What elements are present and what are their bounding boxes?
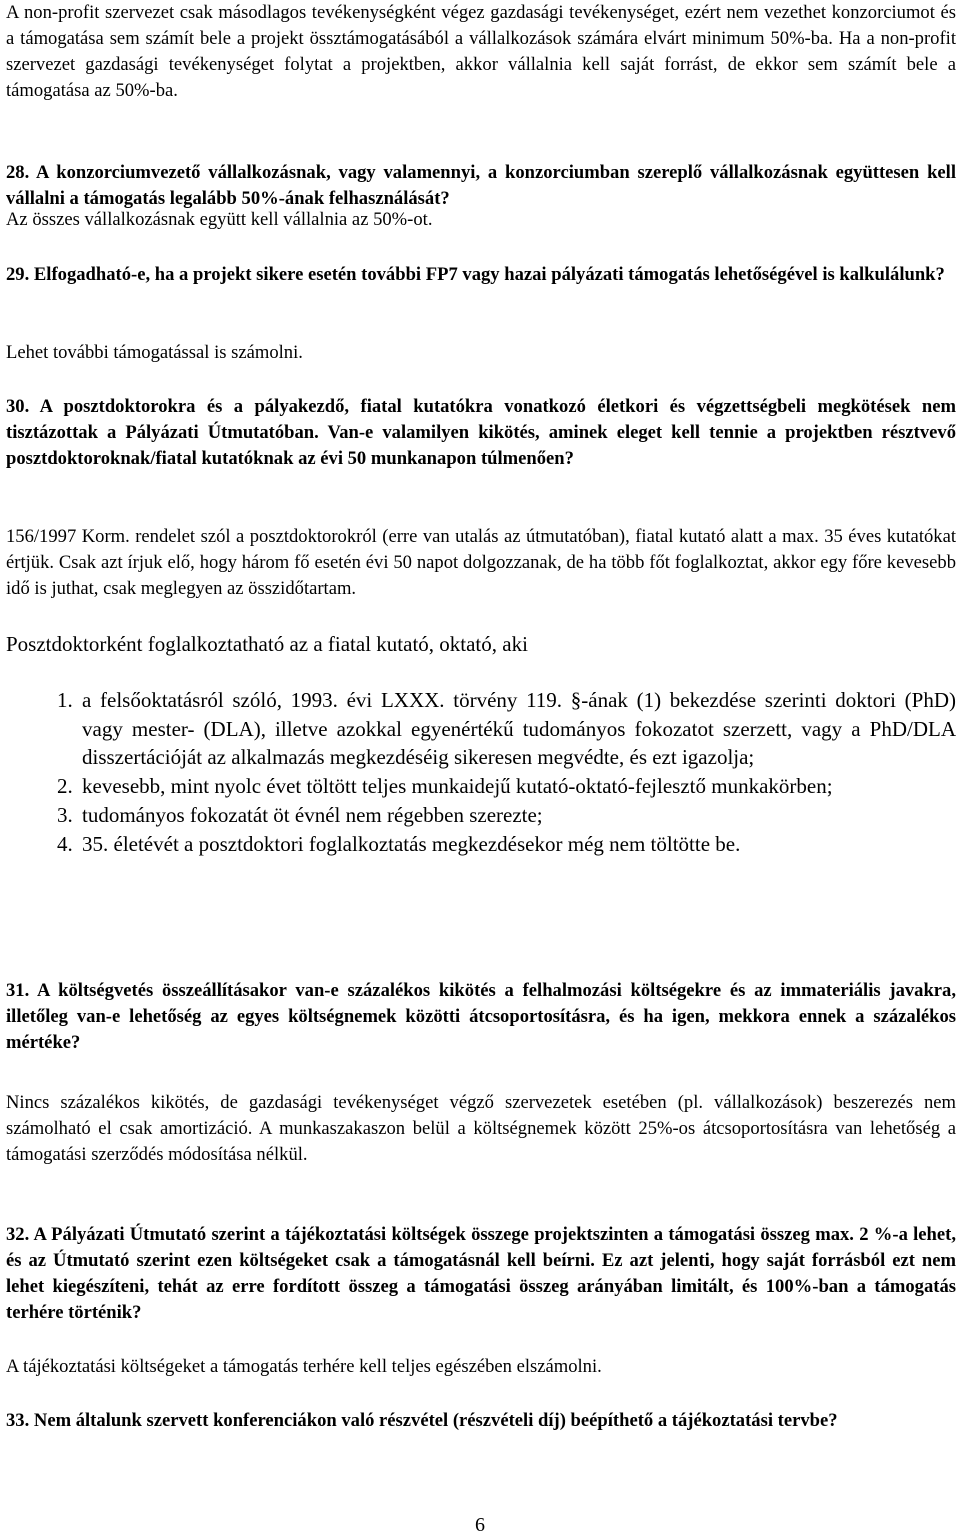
answer-31: Nincs százalékos kikötés, de gazdasági tevékenységet végző szervezetek esetében (pl. vállalkozások) beszerezés nem számolható el csak amortizáció. A munkaszakaszon belül a költségnemek között 25%-os átcsoportosításra van lehetőség a támogatási szerződés módosítása nélkül.: [6, 1092, 956, 1165]
answer-28: Az összes vállalkozásnak együtt kell vállalnia az 50%-ot.: [6, 209, 433, 230]
answer-30: 156/1997 Korm. rendelet szól a posztdoktorokról (erre van utalás az útmutatóban), fiatal kutató alatt a max. 35 éves kutatókat értjük. Csak azt írjuk elő, hogy három fő esetén évi 50 napot dolgozzanak, de ha több főt foglalkoztat, akkor egy főre kevesebb idő is juthat, csak meglegyen az összidőtartam.: [6, 526, 956, 599]
postdoc-criteria-list: [6, 686, 956, 858]
question-29: 29. Elfogadható-e, ha a projekt sikere esetén további FP7 vagy hazai pályázati támogatás lehetőségével is kalkulálunk?: [6, 264, 945, 285]
answer-32: A tájékoztatási költségeket a támogatás terhére kell teljes egészében elszámolni.: [6, 1356, 602, 1377]
page-number: 6: [475, 1514, 485, 1536]
intro-paragraph: A non-profit szervezet csak másodlagos tevékenységként végez gazdasági tevékenységet, ezért nem vezethet konzorciumot és a támogatása sem számít bele a projekt össztámogatásából a vállalkozások számára elvárt minimum 50%-ba. Ha a non-profit szervezet gazdasági tevékenységet folytat a projektben, akkor vállalnia kell saját forrást, de ekkor sem számít bele a támogatása az 50%-ba.: [6, 2, 956, 101]
answer-29: Lehet további támogatással is számolni.: [6, 342, 303, 363]
question-33: 33. Nem általunk szervett konferenciákon való részvétel (részvételi díj) beépíthető a tájékoztatási tervbe?: [6, 1410, 838, 1431]
criteria-item: 3. tudományos fokozatát öt évnél nem régebben szerezte;: [78, 801, 956, 830]
question-32: 32. A Pályázati Útmutató szerint a tájékoztatási költségek összege projektszinten a támogatási összeg max. 2 %-a lehet, és az Útmutató szerint ezen költségeket csak a támogatásnál kell beírni. Ez azt jelenti, hogy saját forrásból ezt nem lehet kiegészíteni, tehát az erre fordított összeg a támogatási összeg arányában limitált, és 100%-ban a támogatás terhére történik?: [6, 1224, 956, 1323]
question-28: 28. A konzorciumvezető vállalkozásnak, vagy valamennyi, a konzorciumban szereplő vállalkozásnak együttesen kell vállalni a támogatás legalább 50%-ának felhasználását?: [6, 162, 956, 209]
criteria-item: 4. 35. életévét a posztdoktori foglalkoztatás megkezdésekor még nem töltötte be.: [78, 830, 956, 859]
question-30: 30. A posztdoktorokra és a pályakezdő, fiatal kutatókra vonatkozó életkori és végzettségbeli megkötések nem tisztázottak a Pályázati Útmutatóban. Van-e valamilyen kikötés, aminek eleget kell tennie a projektben résztvevő posztdoktoroknak/fiatal kutatóknak az évi 50 munkanapon túlmenően?: [6, 396, 956, 469]
question-31: 31. A költségvetés összeállításakor van-e százalékos kikötés a felhalmozási költségekre és az immateriális javakra, illetőleg van-e lehetőség az egyes költségnemek közötti átcsoportosításra, és ha igen, mekkora ennek a százalékos mértéke?: [6, 980, 956, 1053]
criteria-item: 2. kevesebb, mint nyolc évet töltött teljes munkaidejű kutató-oktató-fejlesztő munkakörben;: [78, 772, 956, 801]
criteria-item: 1. a felsőoktatásról szóló, 1993. évi LXXX. törvény 119. §-ának (1) bekezdése szerinti doktori (PhD) vagy mester- (DLA), illetve azokkal egyenértékű tudományos fokozatot szerzett, vagy a PhD/DLA disszertációját az alkalmazás megkezdéséig sikeresen megvédte, és ezt igazolja;: [78, 686, 956, 772]
postdoc-lead-text: Posztdoktorként foglalkoztatható az a fiatal kutató, oktató, aki: [6, 632, 528, 656]
